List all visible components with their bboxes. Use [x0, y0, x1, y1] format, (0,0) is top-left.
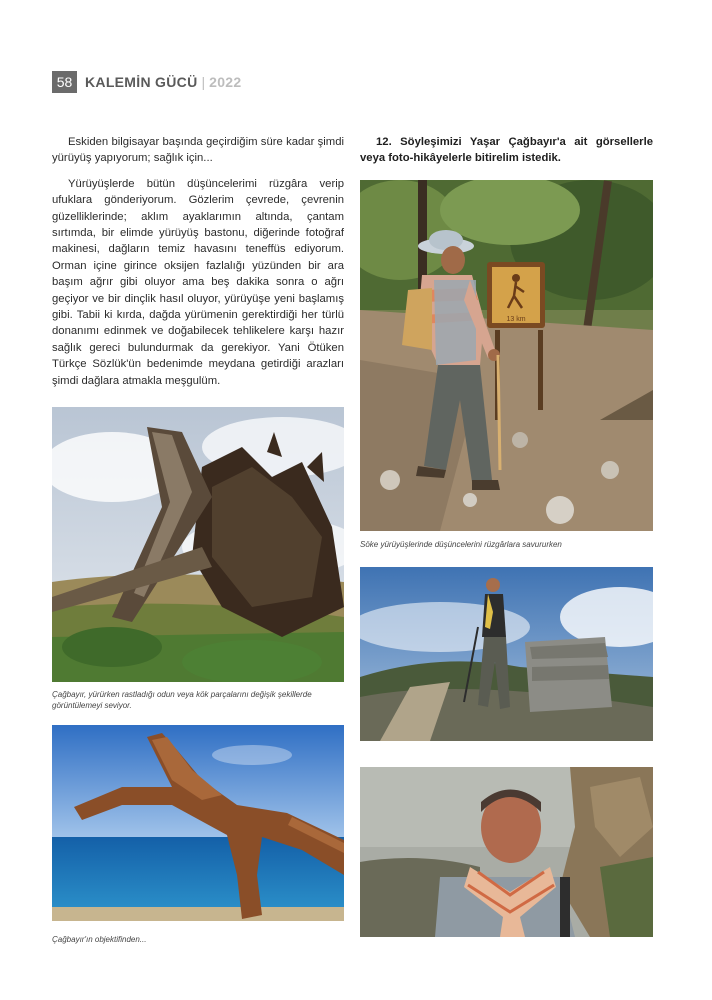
page-header: [52, 70, 241, 94]
root-photo-caption: Çağbayır, yürürken rastladığı odun veya kök parçalarını değişik şekillerde görüntülemeyi seviyor.: [52, 690, 312, 710]
branch-sea-photo: [52, 725, 344, 921]
trail-photo-caption: Söke yürüyüşlerinde düşüncelerini rüzgârlara savururken: [360, 540, 562, 549]
interview-question: 12. Söyleşimizi Yaşar Çağbayır'a ait görsellerle veya foto-hikâyelerle bitirelim istedik.: [360, 136, 653, 165]
left-column-text: [52, 134, 344, 398]
magazine-year: 2022: [209, 74, 242, 90]
lens-caption: Çağbayır'ın objektifinden...: [52, 935, 147, 944]
stone-ruins-photo: [360, 567, 653, 741]
portrait-photo: [360, 767, 653, 937]
right-column-text: [360, 134, 653, 167]
hiker-trail-sign-photo: [360, 180, 653, 531]
paragraph-1: Eskiden bilgisayar başında geçirdiğim süre kadar şimdi yürüyüş yapıyorum; sağlık için...: [52, 136, 344, 165]
magazine-title: KALEMİN GÜCÜ: [85, 74, 198, 90]
paragraph-2: Yürüyüşlerde bütün düşüncelerimi rüzgâra verip ufuklara gönderiyorum. Gözlerim çevrede, çevrenin güzelliklerinde; aklım ayaklarımın altında, çantam sırtımda, bir elimde yürüyüş bastonu, diğerinde fotoğraf makinesi, dağların temiz havasını teneffüs ediyorum. Orman içine girince oksijen fazlalığı yüzünden bir ara başım ağrır gibi oluyor ama beş dakika sonra o ağrı geçiyor ve bir dinçlik hasıl oluyor, yürüyüşe yeni başlamış gibi. Tabii ki kırda, dağda yürümenin gerektirdiği her türlü donanımı edinmek ve doğabilecek tehlikelere karşı hazır sağlık gereci bulundurmak da gerekiyor. Yani Ötüken Türkçe Sözlük'ün bedenimde meydana getirdiği arazları şimdi dağlara atmakla meşgulüm.: [52, 177, 344, 387]
sign-distance-label: 13 km: [506, 316, 526, 323]
page-number: 58: [52, 71, 77, 93]
tree-root-photo: [52, 407, 344, 682]
header-separator: |: [201, 74, 206, 90]
